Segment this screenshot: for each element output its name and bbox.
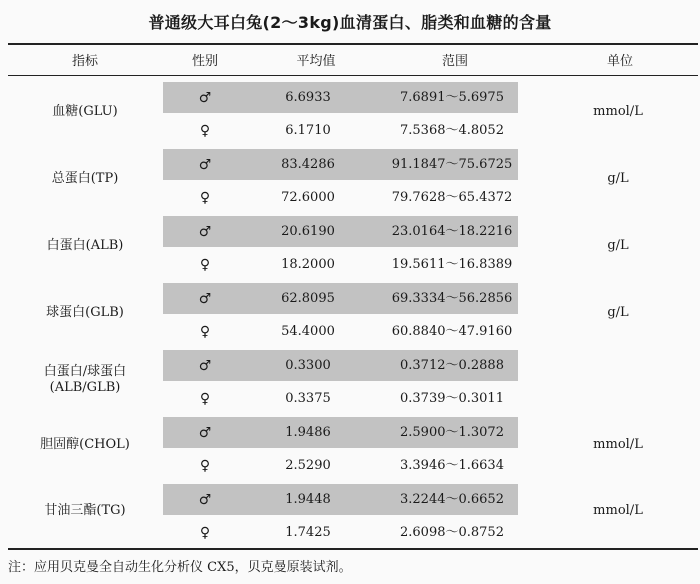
female-mean-cell: 54.4000 [281, 324, 335, 339]
bottom-rule [8, 548, 698, 550]
male-mean-cell: 1.9448 [285, 492, 331, 507]
male-sex-cell: ♂ [198, 358, 212, 374]
male-range-cell: 0.3712～0.2888 [400, 358, 504, 373]
header-indicator: 指标 [71, 54, 98, 69]
header-unit: 单位 [606, 54, 633, 69]
male-sex-cell: ♂ [198, 291, 212, 307]
indicator-cell: 血糖(GLU) [52, 104, 118, 119]
header-rule [8, 75, 698, 76]
female-sex-cell: ♀ [199, 257, 211, 273]
female-sex-cell: ♀ [199, 525, 211, 541]
indicator-cell: 白蛋白(ALB) [46, 238, 124, 253]
female-range-cell: 2.6098～0.8752 [400, 525, 504, 540]
indicator-cell: 胆固醇(CHOL) [40, 437, 130, 452]
female-range-cell: 19.5611～16.8389 [391, 257, 513, 272]
female-mean-cell: 18.2000 [281, 257, 335, 272]
indicator-cell: 球蛋白(GLB) [46, 305, 124, 320]
male-mean-cell: 6.6933 [285, 90, 331, 105]
header-sex: 性别 [191, 54, 218, 69]
female-range-cell: 7.5368～4.8052 [400, 123, 504, 138]
male-range-cell: 23.0164～18.2216 [391, 224, 513, 239]
unit-cell: g/L [607, 305, 629, 320]
male-sex-cell: ♂ [198, 425, 212, 441]
female-mean-cell: 2.5290 [285, 458, 331, 473]
table-note: 注：应用贝克曼全自动生化分析仪 CX5，贝克曼原装试剂。 [8, 560, 352, 575]
unit-cell: g/L [607, 171, 629, 186]
male-range-cell: 2.5900～1.3072 [400, 425, 504, 440]
female-mean-cell: 6.1710 [285, 123, 331, 138]
male-range-cell: 69.3334～56.2856 [391, 291, 513, 306]
female-range-cell: 0.3739～0.3011 [400, 391, 504, 406]
indicator-line2: (ALB/GLB) [49, 380, 121, 395]
unit-cell: mmol/L [593, 437, 643, 452]
header-range: 范围 [441, 54, 468, 69]
unit-cell: mmol/L [593, 104, 643, 119]
male-range-cell: 7.6891～5.6975 [400, 90, 504, 105]
indicator-cell: 甘油三酯(TG) [44, 503, 126, 518]
indicator-cell [10, 364, 160, 396]
female-mean-cell: 1.7425 [285, 525, 331, 540]
top-rule [8, 43, 698, 45]
table-header [0, 50, 700, 70]
female-mean-cell: 72.6000 [281, 190, 335, 205]
unit-cell: g/L [607, 238, 629, 253]
indicator-line1: 白蛋白/球蛋白 [43, 364, 127, 379]
male-mean-cell: 0.3300 [285, 358, 331, 373]
male-mean-cell: 83.4286 [281, 157, 335, 172]
female-range-cell: 3.3946～1.6634 [400, 458, 504, 473]
female-range-cell: 60.8840～47.9160 [391, 324, 513, 339]
male-sex-cell: ♂ [198, 157, 212, 173]
table-title: 普通级大耳白兔(2～3kg)血清蛋白、脂类和血糖的含量 [148, 13, 552, 32]
male-range-cell: 3.2244～0.6652 [400, 492, 504, 507]
female-sex-cell: ♀ [199, 190, 211, 206]
male-sex-cell: ♂ [198, 492, 212, 508]
indicator-cell: 总蛋白(TP) [51, 171, 119, 186]
female-sex-cell: ♀ [199, 324, 211, 340]
female-range-cell: 79.7628～65.4372 [391, 190, 513, 205]
female-sex-cell: ♀ [199, 123, 211, 139]
male-mean-cell: 20.6190 [281, 224, 335, 239]
male-range-cell: 91.1847～75.6725 [391, 157, 513, 172]
header-mean: 平均值 [296, 54, 336, 69]
female-sex-cell: ♀ [199, 458, 211, 474]
male-sex-cell: ♂ [198, 224, 212, 240]
male-mean-cell: 1.9486 [285, 425, 331, 440]
female-mean-cell: 0.3375 [285, 391, 331, 406]
male-sex-cell: ♂ [198, 90, 212, 106]
male-mean-cell: 62.8095 [281, 291, 335, 306]
female-sex-cell: ♀ [199, 391, 211, 407]
unit-cell: mmol/L [593, 503, 643, 518]
